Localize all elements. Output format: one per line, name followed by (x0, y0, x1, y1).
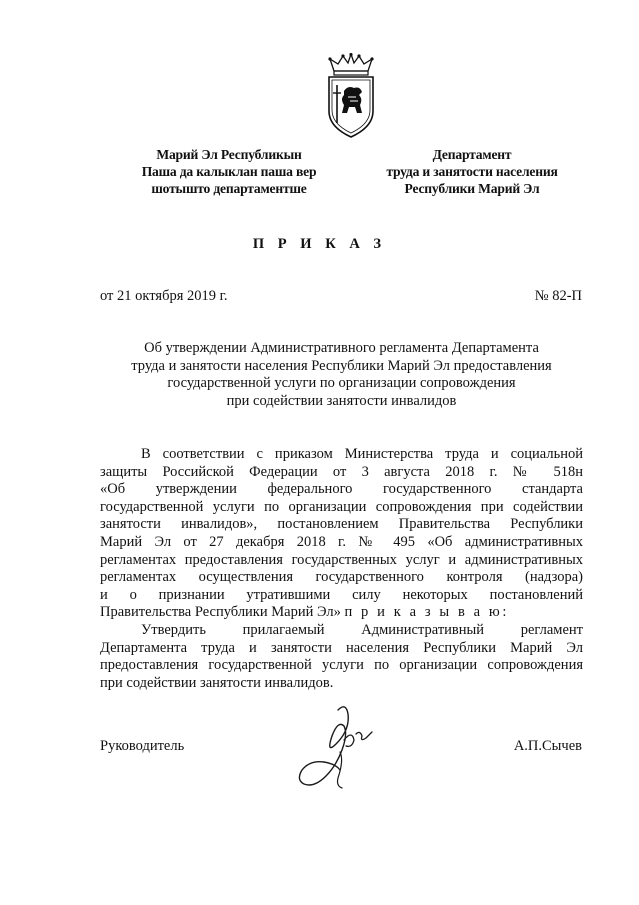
header-left-line: Паша да калыклан паша вер (141, 164, 317, 179)
signatory-name: А.П.Сычев (513, 738, 582, 754)
body-line: «Об утверждении федерального государственного стандарта (100, 481, 583, 498)
header-left-line: шотышто департаментше (151, 181, 307, 196)
header-right-line: труда и занятости населения (386, 164, 558, 179)
body-line: при содействии занятости инвалидов. (100, 674, 334, 691)
header-right-line: Департамент (432, 147, 512, 162)
body-line: защиты Российской Федерации от 3 августа 2018 г. № 518н (100, 463, 583, 480)
body-line: и о признании утратившими силу некоторых постановлений (100, 586, 583, 603)
header-right-line: Республики Марий Эл (404, 181, 540, 196)
coat-of-arms-emblem (326, 53, 376, 139)
body-line: регламентах предоставления государственных услуг и административных (100, 551, 583, 568)
body-line-text: Правительства Республики Марий Эл» (100, 604, 341, 621)
header-left-block (124, 146, 334, 197)
document-number: № 82-П (534, 288, 582, 304)
body-line: Марий Эл от 27 декабря 2018 г. № 495 «Об административных (100, 533, 583, 550)
handwritten-signature (296, 700, 378, 792)
subject-line: государственной услуги по организации сопровождения (167, 375, 516, 391)
subject-line: при содействии занятости инвалидов (226, 392, 457, 409)
body-line: предоставления государственной услуги по организации сопровождения (100, 657, 583, 674)
document-subject (100, 340, 583, 410)
body-line: регламентах осуществления государственного контроля (надзора) (100, 569, 583, 586)
order-word: п р и к а з ы в а ю: (344, 604, 509, 621)
body-line: В соответствии с приказом Министерства труда и социальной (141, 446, 583, 462)
body-line: Утвердить прилагаемый Административный регламент (141, 621, 583, 638)
body-line: занятости инвалидов», постановлением Правительства Республики (100, 516, 583, 533)
document-date: от 21 октября 2019 г. (100, 288, 228, 304)
header-right-block (372, 146, 572, 197)
body-line: государственной услуги по организации сопровождения при содействии (100, 498, 583, 515)
signatory-role: Руководитель (100, 738, 185, 754)
subject-line: труда и занятости населения Республики Марий Эл предоставления (131, 357, 552, 374)
document-body (100, 446, 583, 692)
body-line: Департамента труда и занятости населения Республики Марий Эл (100, 639, 583, 656)
subject-line: Об утверждении Административного регламента Департамента (144, 340, 539, 356)
body-line-order (100, 604, 583, 622)
header-left-line: Марий Эл Республикын (156, 147, 302, 162)
document-title: П Р И К А З (252, 236, 387, 252)
